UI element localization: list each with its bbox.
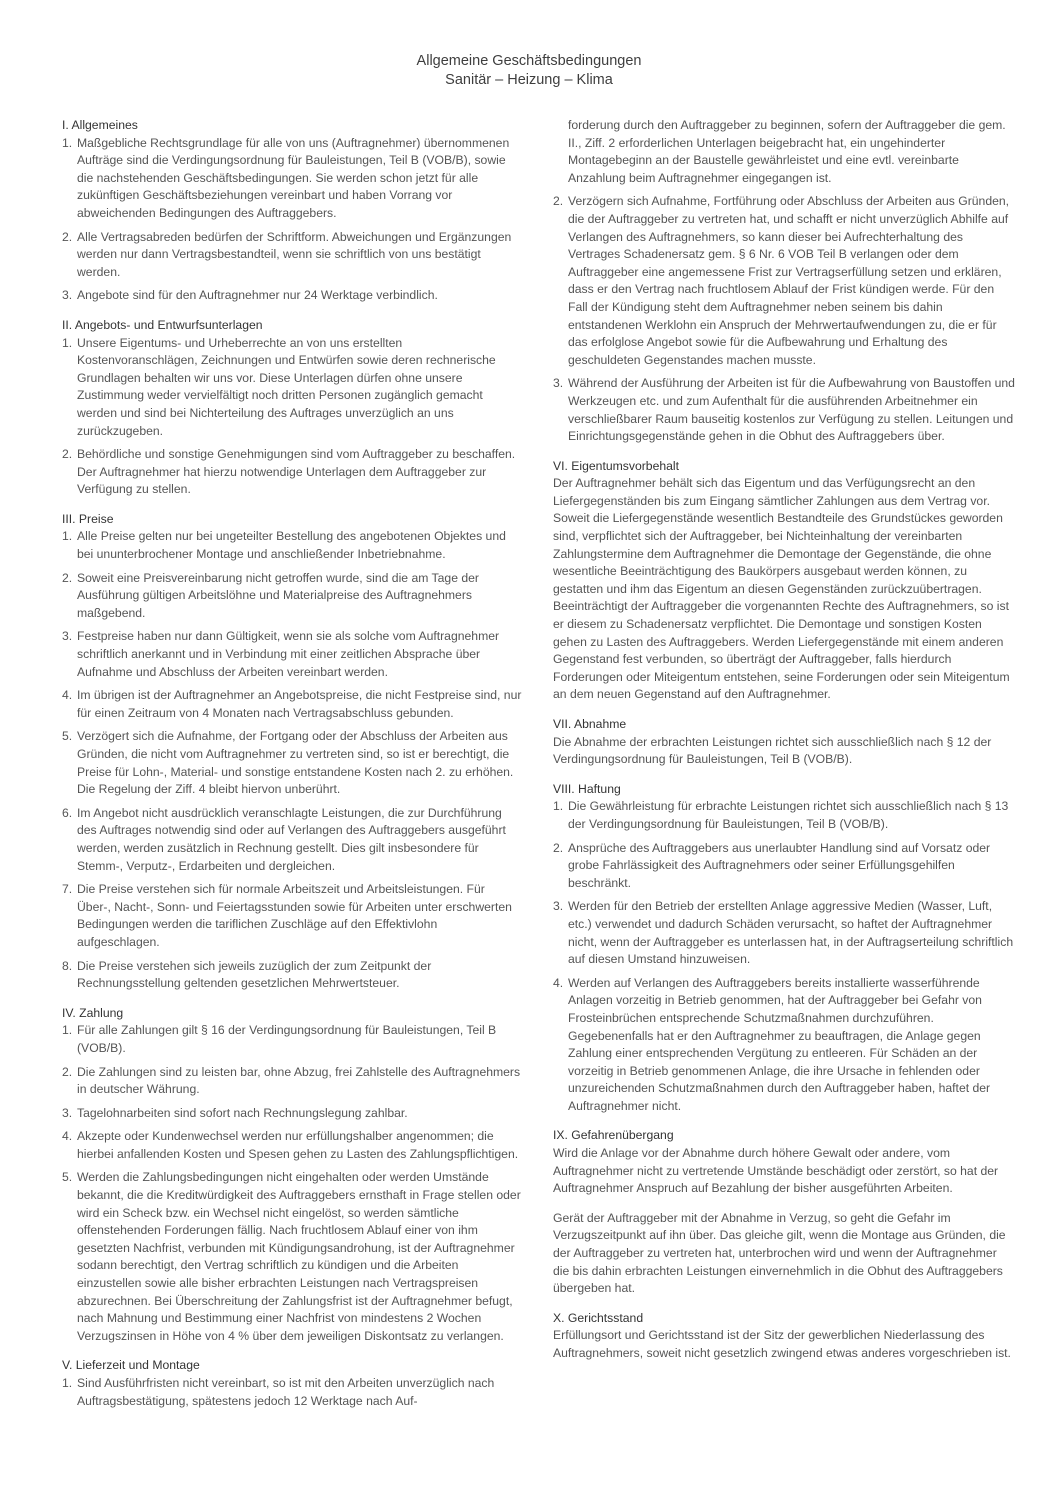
item-number: 5. [62, 1170, 73, 1185]
list-item [62, 135, 522, 223]
list-item [62, 1105, 522, 1123]
item-text: Festpreise haben nur dann Gültigkeit, wenn sie als solche vom Auftragnehmer schriftlich anerkannt und in Verbindung mit einer zeitlichen Absprache über Aufnahme und Abschluss der Arbeiten vereinbart werden. [77, 629, 500, 679]
list-item [62, 1064, 522, 1099]
paragraph: Erfüllungsort und Gerichtsstand ist der Sitz der gewerblichen Niederlassung des Auftragnehmers, soweit nicht gesetzlich zwingend etwas anderes vorgeschrieben ist. [553, 1328, 1011, 1360]
list-item [553, 840, 1015, 893]
item-number: 5. [62, 729, 73, 744]
list-item [62, 335, 522, 441]
item-text: Maßgebliche Rechtsgrundlage für alle von uns (Auftragnehmer) übernommenen Aufträge sind die Verdingungsordnung für Bauleistungen, Teil B (VOB/B), sowie die nachstehenden Geschäftsbedingungen. Sie werden schon jetzt für alle zukünftigen Geschäftsbeziehungen vereinbart und haben Vorrang vor abweichenden Bedingungen des Auftraggebers. [77, 135, 510, 220]
list-item [62, 687, 522, 722]
section [553, 716, 1015, 769]
item-text: Ansprüche des Auftraggebers aus unerlaubter Handlung sind auf Vorsatz oder grobe Fahrlässigkeit des Auftragnehmers oder seiner Erfüllungsgehilfen beschränkt. [568, 840, 991, 890]
list-item [553, 193, 1015, 369]
item-number: 1. [62, 335, 73, 350]
item-text: Verzögert sich die Aufnahme, der Fortgang oder der Abschluss der Arbeiten aus Gründen, die nicht vom Auftragnehmer zu vertreten sind, so ist er berechtigt, die Preise für Lohn-, Material- und sonstige entstandene Kosten nach 2. zu erhöhen. Die Regelung der Ziff. 4 bleibt hiervon unberührt. [77, 729, 514, 797]
section-continuation [553, 117, 1015, 446]
section-title: IV. Zahlung [62, 1005, 124, 1020]
item-number: 4. [553, 975, 564, 990]
item-number: 3. [62, 288, 73, 303]
section [553, 1310, 1015, 1363]
item-number: 1. [62, 529, 73, 544]
section-title: X. Gerichtsstand [553, 1310, 644, 1325]
list-item [62, 881, 522, 951]
section [62, 511, 522, 993]
section-title: V. Lieferzeit und Montage [62, 1358, 200, 1373]
item-text: Verzögern sich Aufnahme, Fortführung oder Abschluss der Arbeiten aus Gründen, die der Auftraggeber zu vertreten hat, und schafft er nicht unverzüglich Abhilfe auf Verlangen des Auftragnehmers, so kann dieser bei Aufrechterhaltung des Vertrages Schadenersatz gem. § 6 Nr. 6 VOB Teil B verlangen oder dem Auftraggeber eine angemessene Frist zur Vertragserfüllung setzen und erklären, dass er den Vertrag nach fruchtlosem Ablauf der Frist kündigen werde. Für den Fall der Kündigung steht dem Auftragnehmer neben seinem bis dahin entstandenen Werklohn ein Anspruch der Mehrwertaufwendungen zu, die er für das erfolglose Angebot sowie für die Aufbewahrung und Erhaltung des geschuldeten Gegenstandes machen musste. [568, 194, 1010, 367]
section [553, 458, 1015, 704]
item-number: 1. [62, 135, 73, 150]
section [553, 1127, 1015, 1297]
item-number: 2. [62, 447, 73, 462]
list-item [62, 570, 522, 623]
item-text: Während der Ausführung der Arbeiten ist für die Aufbewahrung von Baustoffen und Werkzeugen etc. und zum Aufenthalt für die ausführenden Arbeitnehmer ein verschließbarer Raum bauseitig kostenlos zur Verfügung zu stellen. Leitungen und Einrichtungsgegenstände gehen in die Obhut des Auftraggebers über. [568, 376, 1015, 444]
item-number: 6. [62, 805, 73, 820]
section-title: VIII. Haftung [553, 781, 621, 796]
item-number: 4. [62, 1129, 73, 1144]
item-text: Sind Ausführfristen nicht vereinbart, so ist mit den Arbeiten unverzüglich nach Auftragsbestätigung, spätestens jedoch 12 Werktage nach Auf- [77, 1376, 495, 1408]
list-item [553, 375, 1015, 445]
item-text: Die Zahlungen sind zu leisten bar, ohne Abzug, frei Zahlstelle des Auftragnehmers in deutscher Währung. [77, 1064, 521, 1097]
item-number: 7. [62, 882, 73, 897]
item-text: Die Preise verstehen sich jeweils zuzüglich der zum Zeitpunkt der Rechnungsstellung geltenden gesetzlichen Mehrwertsteuer. [77, 958, 432, 991]
section-title: I. Allgemeines [62, 118, 138, 132]
list-item [553, 975, 1015, 1116]
item-number: 2. [62, 229, 73, 244]
item-number: 3. [553, 899, 564, 914]
item-text: Werden für den Betrieb der erstellten Anlage aggressive Medien (Wasser, Luft, etc.) verwendet und dadurch Schäden verursacht, so haftet der Auftragnehmer nicht, wenn der Auftraggeber es unterlassen hat, in der Auftragserteilung schriftlich auf diesen Umstand hinzuweisen. [568, 899, 1014, 967]
item-continuation: forderung durch den Auftraggeber zu beginnen, sofern der Auftraggeber die gem. II., Ziff. 2 erforderlichen Unterlagen beigebracht hat, ein ungehinderter Montagebeginn an der Baustelle gewährleistet und eine evtl. vereinbarte Anzahlung beim Auftragnehmer eingegangen ist. [568, 118, 1006, 185]
item-text: Im Angebot nicht ausdrücklich veranschlagte Leistungen, die zur Durchführung des Auftrages notwendig sind oder auf Verlangen des Auftraggebers ausgeführt werden, werden zusätzlich in Rechnung gestellt. Dies gilt insbesondere für Stemm-, Verputz-, Erdarbeiten und dergleichen. [77, 805, 506, 873]
item-number: 1. [553, 799, 564, 814]
item-text: Werden auf Verlangen des Auftraggebers bereits installierte wasserführende Anlagen vorzeitig in Betrieb genommen, hat der Auftraggeber bei Gefahr von Frosteinbrüchen entsprechende Schutzmaßnahmen durchzuführen. Gegebenenfalls hat er den Auftragnehmer zu beauftragen, die Anlage gegen Zahlung einer entsprechenden Vergütung zu entleeren. Für Schäden an der vorzeitig in Betrieb genommenen Anlage, die ihre Ursache in fehlenden oder unzureichenden Schutzmaßnahmen durch den Auftraggeber haben, haftet der Auftragnehmer nicht. [568, 975, 991, 1113]
list-item [553, 798, 1015, 833]
item-number: 8. [62, 958, 73, 973]
list-item [62, 1022, 522, 1057]
section-title: VII. Abnahme [553, 717, 627, 731]
left-column [62, 117, 522, 1422]
item-text: Behördliche und sonstige Genehmigungen sind vom Auftraggeber zu beschaffen. Der Auftragnehmer hat hierzu notwendige Unterlagen dem Auftraggeber zur Verfügung zu stellen. [77, 447, 516, 497]
section [553, 781, 1015, 1116]
item-number: 3. [553, 376, 564, 391]
list-item [62, 287, 522, 305]
list-item [62, 628, 522, 681]
list-item [553, 898, 1015, 968]
document-title: Allgemeine Geschäftsbedingungen [416, 53, 642, 69]
item-number: 1. [62, 1376, 73, 1390]
section [62, 117, 522, 305]
item-text: Im übrigen ist der Auftragnehmer an Angebotspreise, die nicht Festpreise sind, nur für einen Zeitraum von 4 Monaten nach Vertragsabschluss gebunden. [77, 688, 522, 720]
item-number: 2. [553, 840, 564, 855]
list-item [62, 1128, 522, 1163]
item-text: Unsere Eigentums- und Urheberrechte an von uns erstellten Kostenvoranschlägen, Zeichnungen und Entwürfen sowie deren rechnerische Grundlagen behalten wir uns vor. Diese Unterlagen dürfen ohne unsere Zustimmung weder vervielfältigt noch dritten Personen zugänglich gemacht werden und sind bei Nichterteilung des Auftrages unverzüglich an uns zurückzugeben. [77, 335, 496, 438]
item-number: 4. [62, 688, 73, 703]
item-text: Soweit eine Preisvereinbarung nicht getroffen wurde, sind die am Tage der Ausführung gültigen Arbeitslöhne und Materialpreise des Auftragnehmers maßgebend. [77, 570, 479, 620]
right-column [553, 117, 1015, 1375]
item-number: 2. [553, 194, 564, 209]
list-item [62, 1169, 522, 1345]
item-number: 1. [62, 1023, 73, 1038]
item-number: 3. [62, 629, 73, 644]
document-header [0, 52, 1058, 90]
paragraph: Die Abnahme der erbrachten Leistungen richtet sich ausschließlich nach § 12 der Verdingungsordnung für Bauleistungen, Teil B (VOB/B). [553, 734, 992, 767]
item-text: Akzepte oder Kundenwechsel werden nur erfüllungshalber angenommen; die hierbei anfallenden Kosten und Spesen gehen zu Lasten des Zahlungspflichtigen. [77, 1129, 519, 1161]
item-text: Die Gewährleistung für erbrachte Leistungen richtet sich ausschließlich nach § 13 der Verdingungsordnung für Bauleistungen, Teil B (VOB/B). [568, 799, 1009, 831]
item-text: Für alle Zahlungen gilt § 16 der Verdingungsordnung für Bauleistungen, Teil B (VOB/B). [77, 1023, 497, 1055]
item-text: Die Preise verstehen sich für normale Arbeitszeit und Arbeitsleistungen. Für Über-, Nacht-, Sonn- und Feiertagsstunden sowie für Arbeiten unter erschwerten Bedingungen werden die tariflichen Zuschläge auf den Effektivlohn aufgeschlagen. [77, 882, 512, 949]
item-number: 2. [62, 570, 73, 585]
list-item [62, 805, 522, 875]
list-item [62, 958, 522, 993]
item-text: Angebote sind für den Auftragnehmer nur 24 Werktage verbindlich. [77, 288, 438, 303]
section-title: II. Angebots- und Entwurfsunterlagen [62, 317, 263, 332]
paragraph: Der Auftragnehmer behält sich das Eigentum und das Verfügungsrecht an den Liefergegenständen bis zum Eingang sämtlicher Zahlungen aus dem Vertrag vor. Soweit die Liefergegenstände wesentlich Bestandteile des Grundstückes geworden sind, verpflichtet sich der Auftraggeber, bei Nichteinhaltung der vereinbarten Zahlungstermine dem Auftragnehmer die Demontage der Gegenstände, die ohne wesentliche Beeinträchtigung des Baukörpers ausgebaut werden können, zu gestatten und ihm das Eigentum an diesen Gegenständen zurückzuübertragen. Beeinträchtigt der Auftraggeber die vorgenannten Rechte des Auftragnehmers, so ist er diesem zu Schadenersatz verpflichtet. Die Demontage und sonstigen Kosten gehen zu Lasten des Auftraggebers. Werden Liefergegenstände mit einem anderen Gegenstand fest verbunden, so überträgt der Auftraggeber, falls hierdurch Forderungen oder Miteigentum entstehen, seine Forderungen oder sein Miteigentum an dem neuen Gegenstand auf den Auftragnehmer. [553, 476, 1010, 702]
list-item [62, 229, 522, 282]
paragraph: Gerät der Auftraggeber mit der Abnahme in Verzug, so geht die Gefahr im Verzugszeitpunkt auf ihn über. Das gleiche gilt, wenn die Montage aus Gründen, die der Auftraggeber zu vertreten hat, unterbrochen wird und wenn der Auftragnehmer die bis dahin erbrachten Leistungen einvernehmlich in die Obhut des Auftraggebers übergeben hat. [553, 1210, 1006, 1296]
document-subtitle: Sanitär – Heizung – Klima [445, 72, 613, 88]
item-text: Tagelohnarbeiten sind sofort nach Rechnungslegung zahlbar. [77, 1105, 408, 1120]
item-text: Alle Preise gelten nur bei ungeteilter Bestellung des angebotenen Objektes und bei ununterbrochener Montage und anschließender Inbetriebnahme. [77, 529, 506, 562]
section-title: VI. Eigentumsvorbehalt [553, 458, 680, 473]
paragraph: Wird die Anlage vor der Abnahme durch höhere Gewalt oder andere, vom Auftragnehmer nicht zu vertretende Umstände beschädigt oder zerstört, so hat der Auftragnehmer Anspruch auf Bezahlung der bisher ausgeführten Arbeiten. [553, 1146, 999, 1196]
list-item [62, 528, 522, 563]
item-text: Werden die Zahlungsbedingungen nicht eingehalten oder werden Umstände bekannt, die die Kreditwürdigkeit des Auftraggebers ernsthaft in Frage stellen oder wird ein Scheck bzw. ein Wechsel nicht eingelöst, so werden sämtliche offenstehenden Forderungen fällig. Nach fruchtlosem Ablauf einer von ihm gesetzten Nachfrist, verbunden mit Kündigungsandrohung, ist der Auftragnehmer sodann berechtigt, den Vertrag schriftlich zu kündigen und die Arbeiten einzustellen sowie alle bisher erbrachten Leistungen nach Vertragspreisen abzurechnen. Bei Überschreitung der Zahlungsfrist ist der Auftragnehmer befugt, nach Mahnung und Bestimmung einer Nachfrist von mindestens 2 Wochen Verzugszinsen in Höhe von 4 % über dem jeweiligen Diskontsatz zu verlangen. [77, 1170, 521, 1343]
list-item [62, 446, 522, 499]
section-title: IX. Gefahrenübergang [553, 1128, 674, 1143]
item-number: 3. [62, 1105, 73, 1120]
section [62, 1357, 522, 1410]
section [62, 317, 522, 499]
list-item [62, 728, 522, 798]
section [62, 1005, 522, 1346]
section-title: III. Preise [62, 511, 114, 526]
item-number: 2. [62, 1064, 73, 1079]
list-item [62, 1375, 522, 1410]
item-text: Alle Vertragsabreden bedürfen der Schriftform. Abweichungen und Ergänzungen werden nur dann Vertragsbestandteil, wenn sie schriftlich von uns bestätigt werden. [77, 229, 512, 279]
